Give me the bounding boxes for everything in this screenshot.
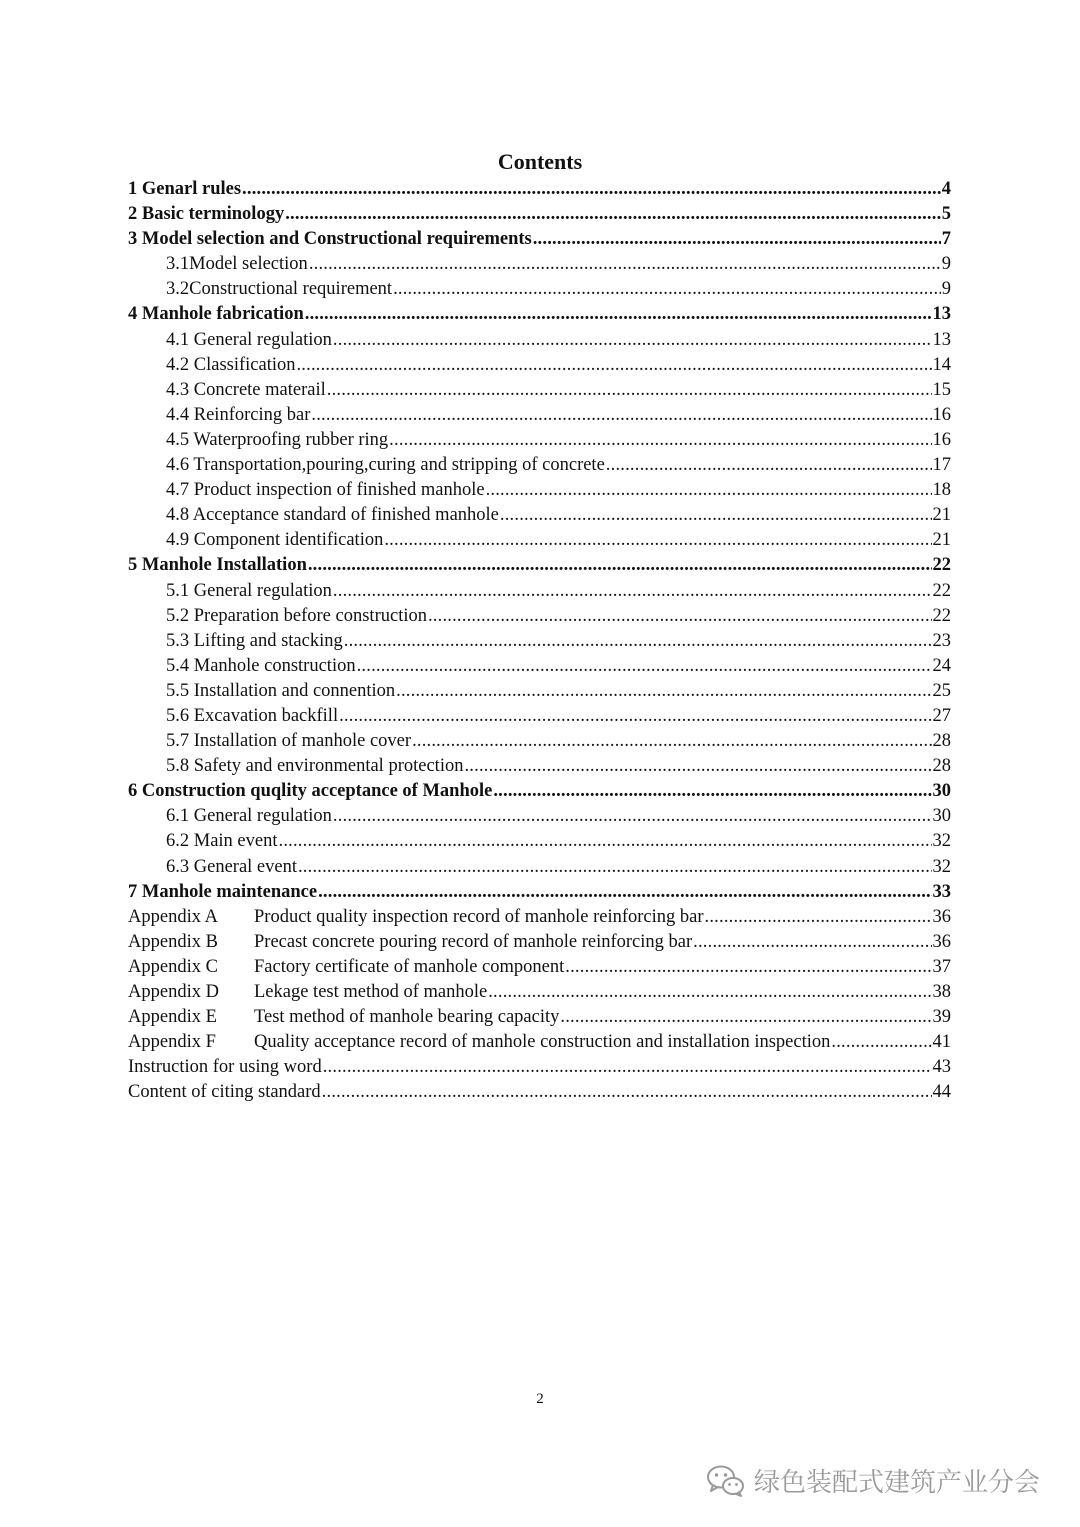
toc-entry-page: 21 xyxy=(932,505,951,526)
toc-entry-appendix-label: Appendix D xyxy=(128,982,219,1002)
toc-entry-page: 44 xyxy=(932,1082,951,1103)
toc-entry[interactable] xyxy=(128,829,951,854)
toc-entry-title: 3.2Constructional requirement xyxy=(166,279,393,300)
page-title: Contents xyxy=(497,149,583,174)
toc-entry[interactable] xyxy=(128,704,951,729)
toc-entry-appendix-label: Appendix C xyxy=(128,956,218,977)
table-of-contents xyxy=(128,177,951,1105)
toc-entry-page: 36 xyxy=(932,931,951,952)
toc-entry-page: 23 xyxy=(932,630,951,651)
toc-dot-leader xyxy=(389,428,931,453)
toc-entry-page: 22 xyxy=(932,605,951,626)
toc-entry-title: Product quality inspection record of manhole reinforcing bar xyxy=(254,906,704,927)
toc-dot-leader xyxy=(322,1080,932,1105)
toc-entry-page: 7 xyxy=(941,229,951,250)
toc-entry-title: 6 Construction quqlity acceptance of Manhole xyxy=(128,781,493,802)
toc-entry-title: 4.8 Acceptance standard of finished manhole xyxy=(166,505,499,526)
toc-entry[interactable] xyxy=(128,754,951,779)
toc-dot-leader xyxy=(279,829,932,854)
toc-entry[interactable] xyxy=(128,855,951,880)
toc-entry[interactable] xyxy=(128,177,951,202)
toc-dot-leader xyxy=(412,729,931,754)
toc-entry[interactable] xyxy=(128,880,951,905)
toc-entry[interactable] xyxy=(128,302,951,327)
toc-entry-title: Quality acceptance record of manhole construction and installation inspection xyxy=(254,1032,831,1053)
toc-entry-page: 43 xyxy=(932,1057,951,1078)
toc-entry-title: Instruction for using word xyxy=(128,1057,322,1078)
toc-dot-leader xyxy=(493,779,931,804)
toc-entry[interactable] xyxy=(128,1080,951,1105)
toc-entry-title: 5.7 Installation of manhole cover xyxy=(166,731,412,752)
toc-entry-page: 16 xyxy=(932,404,951,425)
toc-entry-page: 17 xyxy=(932,455,951,476)
toc-entry-page: 24 xyxy=(932,655,951,676)
toc-entry-title: 5 Manhole Installation xyxy=(128,555,307,576)
toc-dot-leader xyxy=(831,1030,931,1055)
toc-entry-page: 4 xyxy=(941,179,951,199)
toc-entry-appendix-label: Appendix E xyxy=(128,1007,217,1028)
toc-dot-leader xyxy=(311,403,931,428)
toc-entry-title: 1 Genarl rules xyxy=(128,179,242,199)
toc-entry[interactable] xyxy=(128,503,951,528)
toc-dot-leader xyxy=(464,754,931,779)
toc-dot-leader xyxy=(242,177,941,202)
toc-dot-leader xyxy=(339,704,931,729)
toc-entry[interactable] xyxy=(128,403,951,428)
toc-dot-leader xyxy=(693,930,931,955)
toc-entry-page: 9 xyxy=(941,254,951,275)
toc-entry-page: 30 xyxy=(932,806,951,827)
toc-entry[interactable] xyxy=(128,378,951,403)
toc-entry[interactable] xyxy=(128,930,951,955)
toc-dot-leader xyxy=(309,252,941,277)
toc-entry-title: 6.1 General regulation xyxy=(166,806,332,827)
toc-entry[interactable] xyxy=(128,654,951,679)
toc-entry-title: 3 Model selection and Constructional requirements xyxy=(128,229,532,250)
toc-entry[interactable] xyxy=(128,428,951,453)
toc-entry-title: 5.8 Safety and environmental protection xyxy=(166,756,464,777)
toc-entry-page: 16 xyxy=(932,429,951,450)
toc-dot-leader xyxy=(285,202,941,227)
toc-dot-leader xyxy=(705,905,932,930)
toc-entry-title: Factory certificate of manhole component xyxy=(254,956,565,977)
page-number: 2 xyxy=(536,1391,544,1407)
toc-entry[interactable] xyxy=(128,328,951,353)
toc-entry-title: 4.6 Transportation,pouring,curing and stripping of concrete xyxy=(166,455,605,476)
toc-entry-appendix-label: Appendix B xyxy=(128,931,218,952)
toc-entry[interactable] xyxy=(128,905,951,930)
toc-entry-title: 6.2 Main event xyxy=(166,831,278,852)
toc-entry-appendix-label: Appendix F xyxy=(128,1032,216,1053)
toc-dot-leader xyxy=(333,804,932,829)
toc-entry-page: 15 xyxy=(932,379,951,400)
toc-dot-leader xyxy=(333,328,932,353)
toc-entry[interactable] xyxy=(128,202,951,227)
toc-entry-title: Precast concrete pouring record of manhole reinforcing bar xyxy=(254,931,693,952)
toc-dot-leader xyxy=(565,955,931,980)
toc-dot-leader xyxy=(486,478,932,503)
toc-entry-page: 5 xyxy=(941,204,951,225)
toc-entry-title: 4.2 Classification xyxy=(166,354,296,375)
toc-entry[interactable] xyxy=(128,779,951,804)
toc-dot-leader xyxy=(428,604,932,629)
toc-entry-page: 22 xyxy=(932,580,951,601)
toc-entry[interactable] xyxy=(128,478,951,503)
toc-dot-leader xyxy=(323,1055,932,1080)
toc-entry-page: 39 xyxy=(932,1007,951,1028)
toc-entry-title: Content of citing standard xyxy=(128,1082,321,1103)
toc-dot-leader xyxy=(298,855,932,880)
toc-dot-leader xyxy=(560,1005,931,1030)
toc-dot-leader xyxy=(308,553,932,578)
toc-entry-title: 5.1 General regulation xyxy=(166,580,332,601)
toc-entry-title: 3.1Model selection xyxy=(166,254,308,275)
toc-entry-title: 4.9 Component identification xyxy=(166,530,384,551)
toc-entry[interactable] xyxy=(128,528,951,553)
toc-entry[interactable] xyxy=(128,729,951,754)
toc-entry-title: 5.5 Installation and connention xyxy=(166,680,396,701)
toc-entry-title: 5.3 Lifting and stacking xyxy=(166,630,343,651)
toc-entry-page: 41 xyxy=(932,1032,951,1053)
toc-entry[interactable] xyxy=(128,804,951,829)
toc-entry[interactable] xyxy=(128,1005,951,1030)
toc-entry[interactable] xyxy=(128,1055,951,1080)
toc-entry-title: 2 Basic terminology xyxy=(128,204,285,225)
toc-entry[interactable] xyxy=(128,629,951,654)
toc-dot-leader xyxy=(344,629,932,654)
toc-dot-leader xyxy=(296,353,931,378)
toc-entry-page: 13 xyxy=(932,304,951,325)
toc-entry[interactable] xyxy=(128,227,951,252)
toc-dot-leader xyxy=(333,579,932,604)
toc-entry-page: 18 xyxy=(932,480,951,501)
toc-dot-leader xyxy=(500,503,932,528)
toc-dot-leader xyxy=(305,302,932,327)
toc-entry-title: 4.4 Reinforcing bar xyxy=(166,404,311,425)
toc-entry-page: 14 xyxy=(932,354,951,375)
toc-dot-leader xyxy=(488,980,931,1005)
toc-entry-title: 4.3 Concrete materail xyxy=(166,379,326,400)
toc-entry-page: 13 xyxy=(932,329,951,350)
toc-entry[interactable] xyxy=(128,980,951,1005)
toc-entry[interactable] xyxy=(128,553,951,578)
toc-entry-title: Test method of manhole bearing capacity xyxy=(254,1007,560,1028)
toc-dot-leader xyxy=(357,654,932,679)
toc-entry-page: 36 xyxy=(932,906,951,927)
toc-entry-page: 9 xyxy=(941,279,951,300)
toc-entry-page: 30 xyxy=(932,781,951,802)
toc-entry-page: 38 xyxy=(932,982,951,1002)
toc-dot-leader xyxy=(318,880,931,905)
toc-entry-title: 6.3 General event xyxy=(166,856,297,877)
toc-dot-leader xyxy=(606,453,932,478)
toc-entry[interactable] xyxy=(128,1030,951,1055)
toc-entry[interactable] xyxy=(128,277,951,302)
watermark xyxy=(706,1462,1040,1499)
toc-entry[interactable] xyxy=(128,579,951,604)
toc-entry-page: 32 xyxy=(932,831,951,852)
toc-entry-page: 22 xyxy=(932,555,951,576)
toc-entry-title: 4 Manhole fabrication xyxy=(128,304,304,325)
toc-entry-title: 5.4 Manhole construction xyxy=(166,655,356,676)
toc-entry-page: 33 xyxy=(932,881,951,902)
toc-entry-title: 4.5 Waterproofing rubber ring xyxy=(166,429,389,450)
toc-dot-leader xyxy=(533,227,941,252)
toc-entry-title: 4.1 General regulation xyxy=(166,329,332,350)
toc-entry[interactable] xyxy=(128,453,951,478)
toc-entry-title: 7 Manhole maintenance xyxy=(128,881,318,902)
toc-entry[interactable] xyxy=(128,353,951,378)
toc-entry-title: 4.7 Product inspection of finished manhole xyxy=(166,480,485,501)
toc-entry[interactable] xyxy=(128,679,951,704)
toc-entry-page: 21 xyxy=(932,530,951,551)
toc-dot-leader xyxy=(396,679,931,704)
toc-entry-title: Lekage test method of manhole xyxy=(254,982,488,1002)
toc-entry-page: 32 xyxy=(932,856,951,877)
toc-entry-title: 5.6 Excavation backfill xyxy=(166,705,339,726)
toc-entry-page: 27 xyxy=(932,705,951,726)
toc-entry-appendix-label: Appendix A xyxy=(128,906,218,927)
toc-entry-page: 25 xyxy=(932,680,951,701)
toc-entry-page: 28 xyxy=(932,731,951,752)
toc-entry[interactable] xyxy=(128,604,951,629)
watermark-text: 绿色装配式建筑产业分会 xyxy=(754,1468,1041,1498)
toc-dot-leader xyxy=(384,528,931,553)
toc-dot-leader xyxy=(327,378,932,403)
wechat-icon xyxy=(706,1464,746,1498)
toc-entry-title: 5.2 Preparation before construction xyxy=(166,605,427,626)
toc-entry-page: 37 xyxy=(932,956,951,977)
toc-entry[interactable] xyxy=(128,955,951,980)
toc-entry-page: 28 xyxy=(932,756,951,777)
toc-entry[interactable] xyxy=(128,252,951,277)
toc-dot-leader xyxy=(393,277,941,302)
